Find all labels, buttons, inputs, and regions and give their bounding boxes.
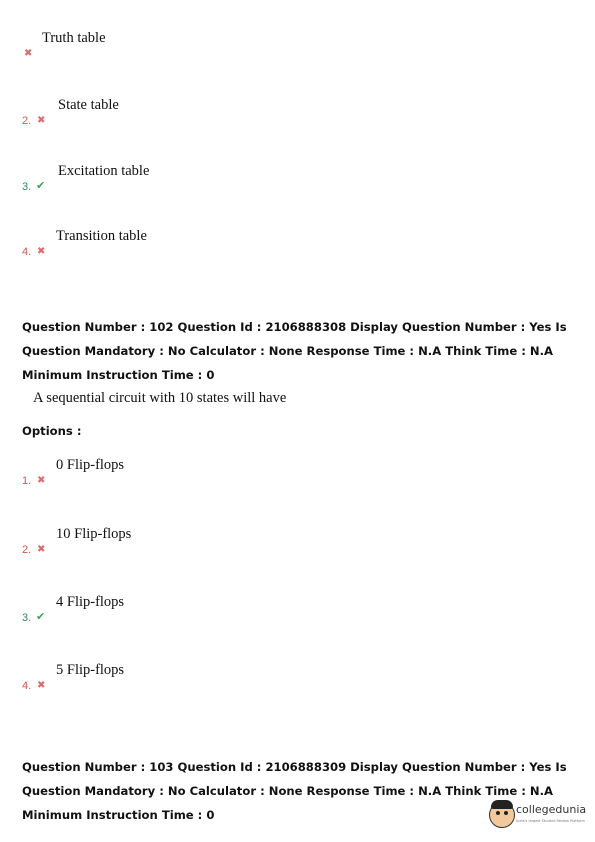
- option-item: [22, 662, 422, 692]
- check-icon: ✔: [36, 179, 46, 192]
- cross-icon: ✖: [37, 115, 46, 126]
- logo-tagline: India's largest Student Review Platform: [516, 819, 585, 823]
- option-number: 3.: [22, 181, 32, 193]
- option-number: 2.: [22, 544, 32, 556]
- options-label: Options :: [22, 424, 82, 438]
- cross-icon: ✖: [24, 48, 33, 59]
- question-header: Question Number : 102 Question Id : 2106888308 Display Question Number : Yes Is Question Mandatory : No Calculator : None Response Time : N.A Think Time : N.A Minimum Instruction Time : 0: [22, 320, 567, 382]
- cross-icon: ✖: [37, 680, 46, 691]
- option-item: [22, 97, 422, 127]
- check-icon: ✔: [36, 610, 46, 623]
- option-number: 4.: [22, 246, 32, 258]
- option-item: [22, 526, 422, 556]
- cross-icon: ✖: [37, 544, 46, 555]
- cross-icon: ✖: [37, 246, 46, 257]
- question-text: A sequential circuit with 10 states will have: [33, 390, 287, 406]
- option-text: 4 Flip-flops: [56, 594, 125, 610]
- option-item: [22, 228, 422, 258]
- option-number: 3.: [22, 612, 32, 624]
- option-item: [22, 163, 422, 193]
- option-item: [22, 457, 422, 487]
- cross-icon: ✖: [37, 475, 46, 486]
- collegedunia-logo: [489, 800, 589, 832]
- option-text: State table: [58, 97, 119, 113]
- option-text: Excitation table: [58, 163, 150, 179]
- option-text: Truth table: [42, 30, 106, 46]
- option-text: 10 Flip-flops: [56, 526, 132, 542]
- logo-name: collegedunia: [516, 803, 587, 816]
- option-number: 1.: [22, 475, 32, 487]
- option-item: [22, 594, 422, 624]
- option-text: Transition table: [56, 228, 147, 244]
- option-number: 4.: [22, 680, 32, 692]
- option-number: 2.: [22, 115, 32, 127]
- question-header: Question Number : 103 Question Id : 2106888309 Display Question Number : Yes Is Question Mandatory : No Calculator : None Response Time : N.A Think Time : N.A Minimum Instruction Time : 0: [22, 760, 567, 822]
- option-item: [22, 30, 422, 60]
- option-text: 0 Flip-flops: [56, 457, 125, 473]
- option-text: 5 Flip-flops: [56, 662, 125, 678]
